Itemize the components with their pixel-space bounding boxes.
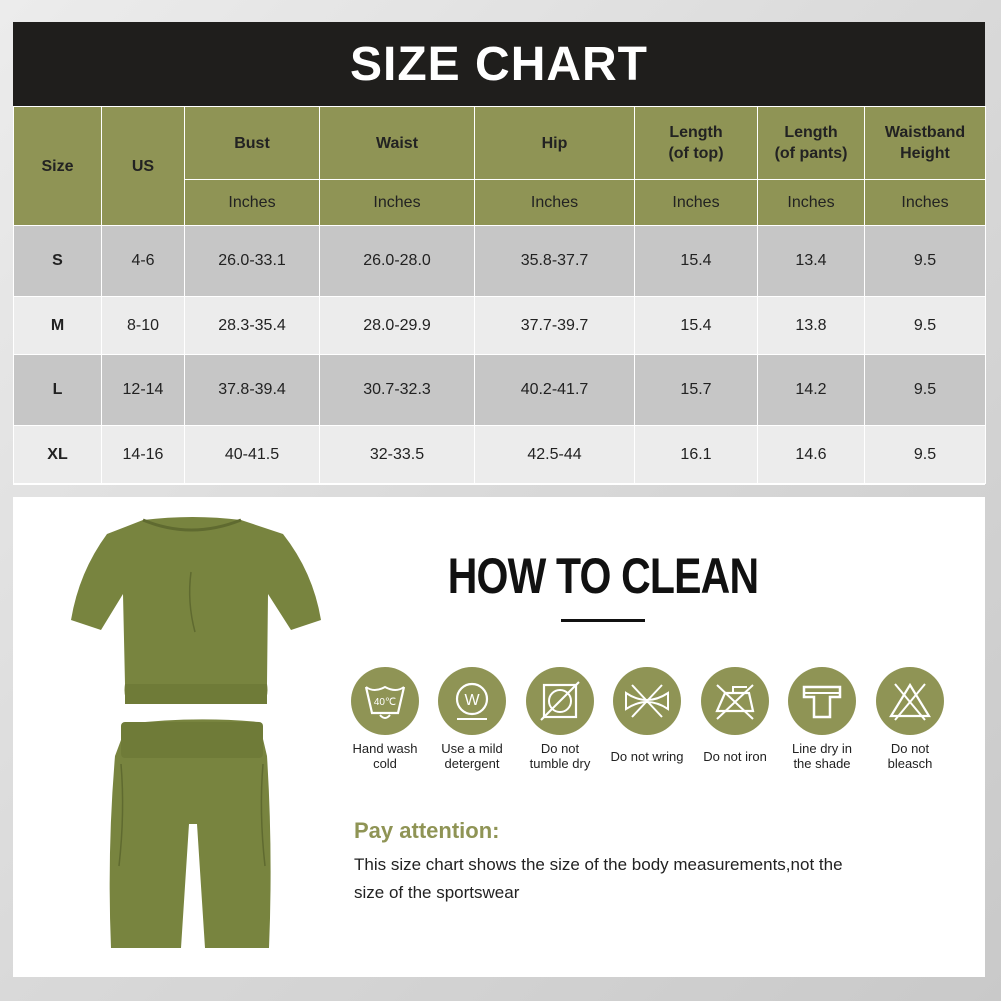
cell-length-top: 16.1 — [635, 426, 758, 484]
pay-attention-title: Pay attention: — [354, 818, 500, 843]
cell-bust: 37.8-39.4 — [185, 355, 320, 426]
care-label-line1: Use a mild — [441, 741, 503, 756]
care-icons — [335, 667, 955, 777]
size-chart-panel — [13, 22, 985, 485]
no-tumble-dry-icon — [526, 667, 594, 735]
table-row — [14, 355, 986, 426]
care-item-no-iron — [685, 667, 785, 764]
header-length-pants — [758, 107, 865, 180]
header-length-top-line2: (of top) — [668, 145, 724, 162]
hand-wash-badge: 40℃ — [373, 697, 397, 708]
cell-size: XL — [14, 426, 102, 484]
care-item-no-tumble-dry — [510, 667, 610, 771]
how-to-clean-title: HOW TO CLEAN — [447, 548, 759, 604]
care-label — [422, 741, 522, 771]
cell-waistband: 9.5 — [865, 355, 986, 426]
cell-waist: 26.0-28.0 — [320, 226, 475, 297]
cell-length-pants: 14.6 — [758, 426, 865, 484]
cell-length-pants: 14.2 — [758, 355, 865, 426]
care-item-line-dry — [772, 667, 872, 771]
cell-length-top: 15.4 — [635, 226, 758, 297]
care-label-line2: detergent — [444, 756, 500, 771]
care-item-no-wring — [597, 667, 697, 764]
care-label-line1: Do not wring — [610, 749, 684, 764]
care-panel — [13, 497, 985, 977]
pay-attention-text — [354, 851, 894, 907]
cell-waist: 30.7-32.3 — [320, 355, 475, 426]
header-length-pants-line2: (of pants) — [774, 145, 848, 162]
unit-length-top: Inches — [635, 180, 758, 226]
header-length-top — [635, 107, 758, 180]
table-row — [14, 426, 986, 484]
cell-bust: 40-41.5 — [185, 426, 320, 484]
cell-us: 12-14 — [102, 355, 185, 426]
unit-waist: Inches — [320, 180, 475, 226]
care-label — [335, 741, 435, 771]
unit-length-pants: Inches — [758, 180, 865, 226]
hand-wash-icon — [351, 667, 419, 735]
cell-waistband: 9.5 — [865, 226, 986, 297]
cell-size: L — [14, 355, 102, 426]
care-item-mild-detergent — [422, 667, 522, 771]
unit-bust: Inches — [185, 180, 320, 226]
care-label-line1: Do not — [890, 741, 930, 756]
cell-us: 8-10 — [102, 297, 185, 355]
mild-detergent-icon — [438, 667, 506, 735]
header-waistband-line2: Height — [900, 145, 950, 162]
cell-waistband: 9.5 — [865, 426, 986, 484]
care-label — [860, 741, 960, 771]
care-label-line1: Line dry in — [792, 741, 852, 756]
shorts-image — [110, 719, 271, 948]
no-wring-icon — [613, 667, 681, 735]
care-label — [772, 741, 872, 771]
line-dry-shade-icon — [788, 667, 856, 735]
cell-size: S — [14, 226, 102, 297]
cell-hip: 35.8-37.7 — [475, 226, 635, 297]
care-label-line2: the shade — [793, 756, 851, 771]
detergent-badge: W — [464, 692, 480, 709]
care-item-hand-wash — [335, 667, 435, 771]
care-item-no-bleach — [860, 667, 960, 771]
care-label-line1: Hand wash — [352, 741, 418, 756]
unit-waistband: Inches — [865, 180, 986, 226]
header-hip: Hip — [475, 107, 635, 180]
cell-waistband: 9.5 — [865, 297, 986, 355]
table-row — [14, 297, 986, 355]
crop-top-image — [71, 517, 321, 704]
cell-bust: 28.3-35.4 — [185, 297, 320, 355]
table-row — [14, 226, 986, 297]
header-bust: Bust — [185, 107, 320, 180]
care-label-line2: tumble dry — [529, 756, 591, 771]
header-length-top-line1: Length — [669, 124, 723, 141]
cell-size: M — [14, 297, 102, 355]
unit-hip: Inches — [475, 180, 635, 226]
cell-bust: 26.0-33.1 — [185, 226, 320, 297]
cell-waist: 28.0-29.9 — [320, 297, 475, 355]
care-label-line1: Do not — [540, 741, 580, 756]
header-length-pants-line1: Length — [784, 124, 838, 141]
care-label-line2: cold — [373, 756, 397, 771]
cell-hip: 42.5-44 — [475, 426, 635, 484]
no-bleach-icon — [876, 667, 944, 735]
care-label — [597, 749, 697, 764]
cell-length-pants: 13.4 — [758, 226, 865, 297]
cell-length-top: 15.4 — [635, 297, 758, 355]
care-label-line1: Do not iron — [703, 749, 767, 764]
pay-attention-line2: size of the sportswear — [354, 883, 520, 902]
table-header-row — [14, 107, 986, 180]
cell-length-top: 15.7 — [635, 355, 758, 426]
care-label-line2: bleasch — [887, 756, 933, 771]
size-table — [13, 106, 986, 484]
garment-illustration — [63, 512, 323, 952]
size-chart-title: SIZE CHART — [13, 22, 985, 106]
header-waist: Waist — [320, 107, 475, 180]
cell-hip: 40.2-41.7 — [475, 355, 635, 426]
pay-attention-line1: This size chart shows the size of the body measurements,not the — [354, 855, 843, 874]
header-waistband-line1: Waistband — [884, 124, 966, 141]
header-waistband — [865, 107, 986, 180]
title-underline — [561, 619, 645, 622]
care-label — [685, 749, 785, 764]
header-size: Size — [14, 107, 102, 226]
cell-hip: 37.7-39.7 — [475, 297, 635, 355]
header-us: US — [102, 107, 185, 226]
cell-length-pants: 13.8 — [758, 297, 865, 355]
care-label — [510, 741, 610, 771]
no-iron-icon — [701, 667, 769, 735]
cell-waist: 32-33.5 — [320, 426, 475, 484]
cell-us: 4-6 — [102, 226, 185, 297]
cell-us: 14-16 — [102, 426, 185, 484]
